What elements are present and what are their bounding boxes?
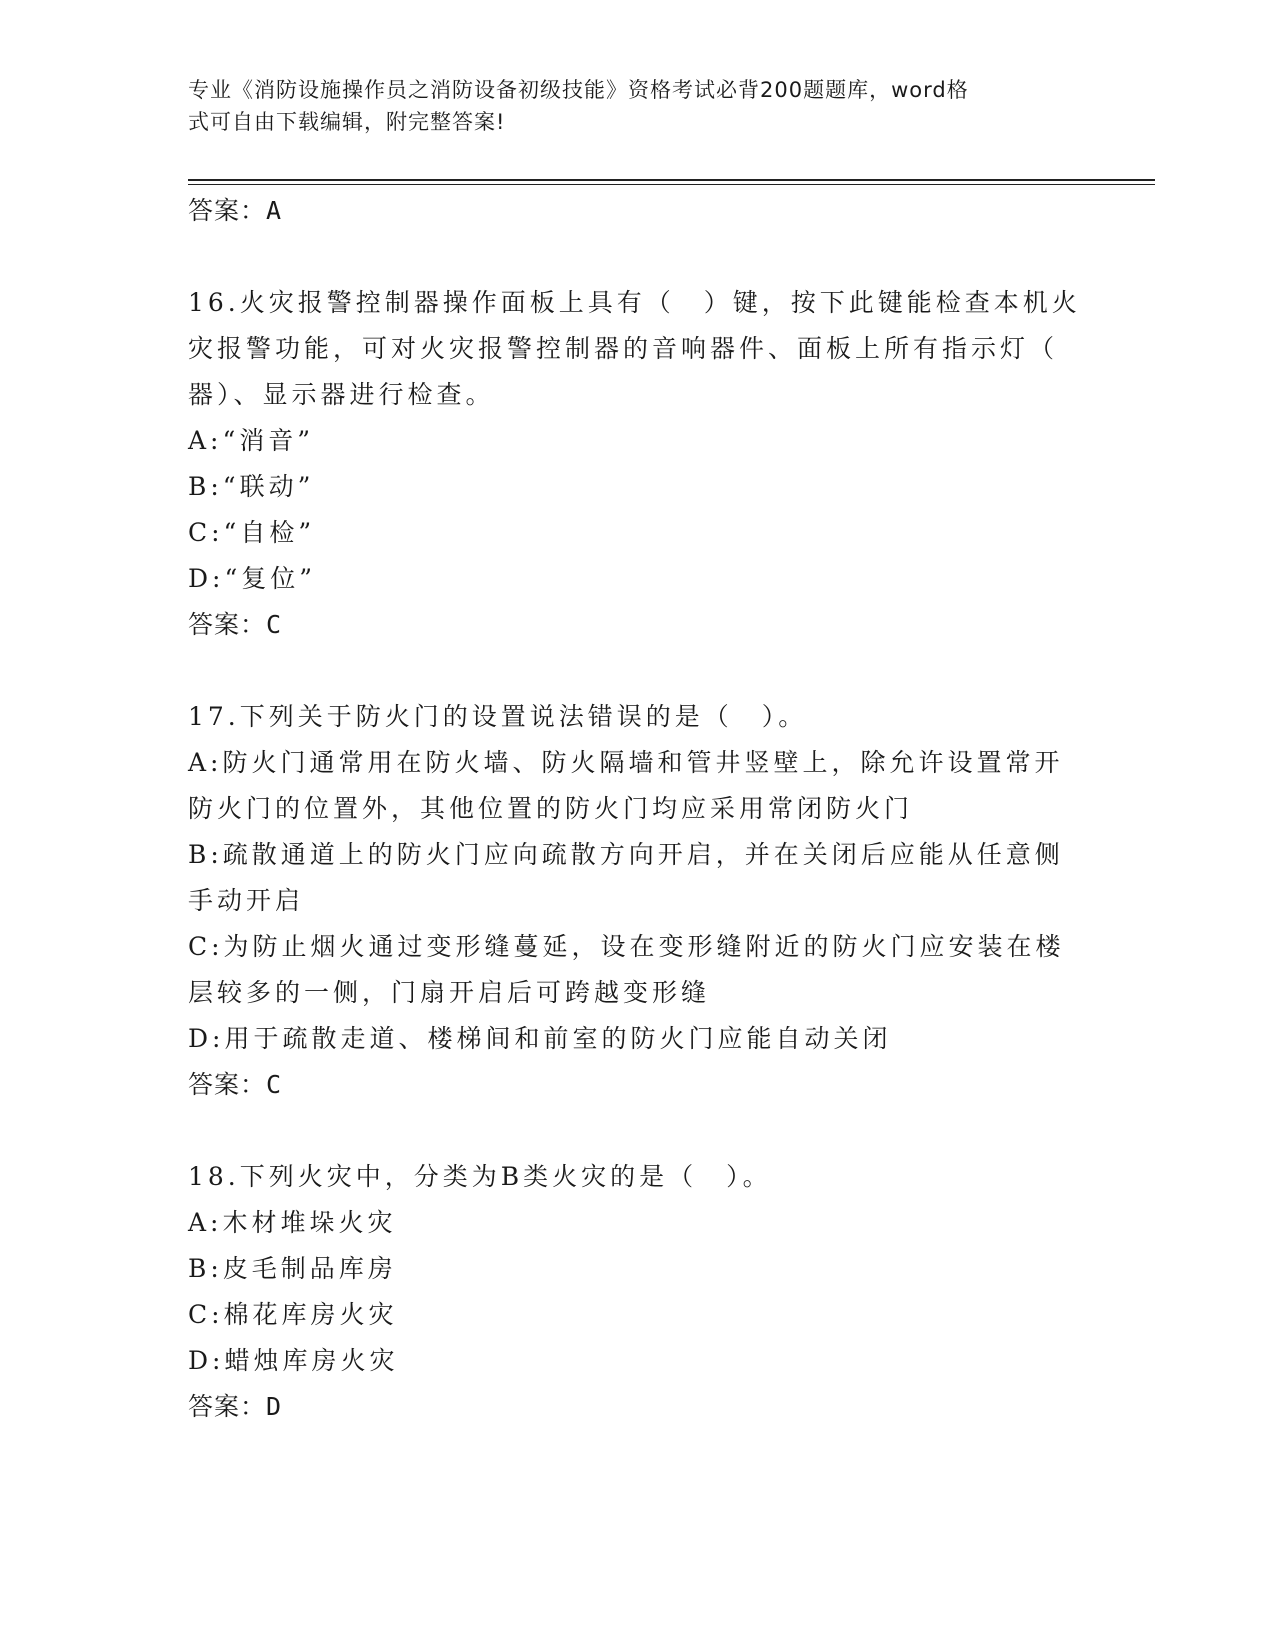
document-header [188,74,1068,138]
option-line: D:“复位” [188,564,317,593]
answer-value: D [266,1392,283,1421]
option-line: D:用于疏散走道、楼梯间和前室的防火门应能自动关闭 [188,1024,892,1053]
spacer [188,648,1088,694]
header-divider-thick [188,179,1155,181]
header-line-2: 式可自由下载编辑，附完整答案! [188,110,506,134]
answer-line [188,1062,1088,1108]
option-line: 手动开启 [188,886,305,915]
option-line: A:木材堆垛火灾 [188,1208,397,1237]
option-line: B:“联动” [188,472,315,501]
answer-label: 答案： [188,196,267,225]
answer-value: C [266,1070,283,1099]
question-stem-line: 16.火灾报警控制器操作面板上具有（ ）键，按下此键能检查本机火 [188,288,1081,317]
answer-line [188,188,1088,234]
answer-label: 答案： [188,1392,267,1421]
answer-value: A [266,196,283,225]
question-block [188,280,1088,648]
answer-line [188,602,1088,648]
answer-value: C [266,610,283,639]
option-line: B:疏散通道上的防火门应向疏散方向开启，并在关闭后应能从任意侧 [188,840,1064,869]
option-line: A:“消音” [188,426,315,455]
answer-label: 答案： [188,610,267,639]
question-block [188,694,1088,1108]
option-line: D:蜡烛库房火灾 [188,1346,399,1375]
header-line-1: 专业《消防设施操作员之消防设备初级技能》资格考试必背200题题库，word格 [188,78,969,102]
answer-label: 答案： [188,1070,267,1099]
question-stem-line: 灾报警功能，可对火灾报警控制器的音响器件、面板上所有指示灯（ [188,334,1059,363]
option-line: 防火门的位置外，其他位置的防火门均应采用常闭防火门 [188,794,914,823]
header-divider-thin [188,184,1155,185]
document-body [188,188,1088,1430]
question-stem-line: 器）、显示器进行检查。 [188,380,495,409]
question-stem-line: 17.下列关于防火门的设置说法错误的是（ ）。 [188,702,808,731]
option-line: 层较多的一侧，门扇开启后可跨越变形缝 [188,978,711,1007]
question-stem-line: 18.下列火灾中，分类为B类火灾的是（ ）。 [188,1162,772,1191]
spacer [188,234,1088,280]
option-line: C:棉花库房火灾 [188,1300,398,1329]
answer-line [188,1384,1088,1430]
option-line: A:防火门通常用在防火墙、防火隔墙和管井竖壁上，除允许设置常开 [188,748,1064,777]
option-line: C:“自检” [188,518,316,547]
question-block [188,1154,1088,1430]
spacer [188,1108,1088,1154]
option-line: C:为防止烟火通过变形缝蔓延，设在变形缝附近的防火门应安装在楼 [188,932,1065,961]
option-line: B:皮毛制品库房 [188,1254,397,1283]
